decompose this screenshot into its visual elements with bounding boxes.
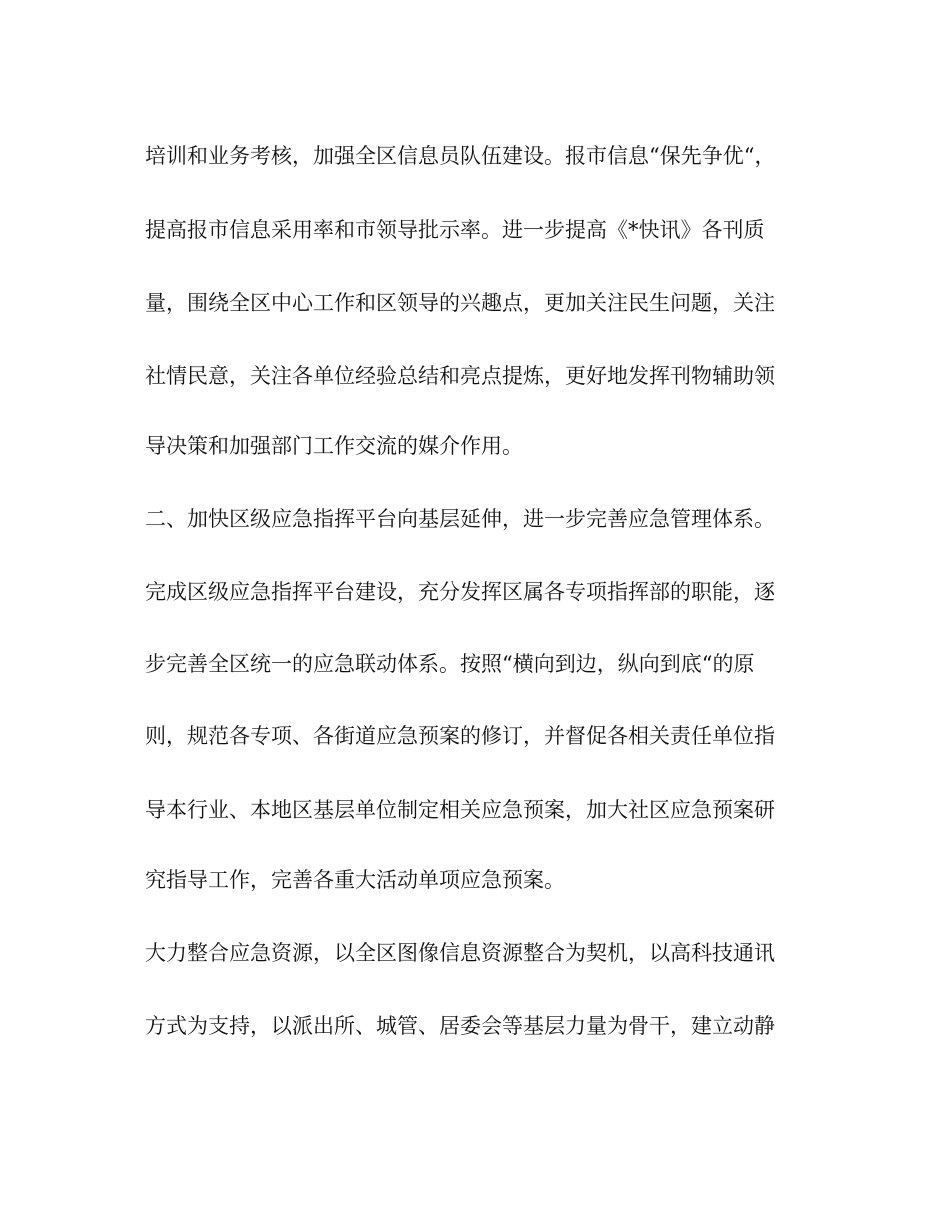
text-line: 导决策和加强部门工作交流的媒介作用。 bbox=[145, 434, 523, 458]
text-line: 社情民意，关注各单位经验总结和亮点提炼，更好地发挥刊物辅助领 bbox=[145, 364, 775, 388]
text-line: 大力整合应急资源，以全区图像信息资源整合为契机，以高科技通讯 bbox=[145, 941, 775, 965]
text-line: 究指导工作，完善各重大活动单项应急预案。 bbox=[145, 868, 565, 892]
text-line: 步完善全区统一的应急联动体系。按照“横向到边，纵向到底“的原 bbox=[145, 652, 755, 676]
text-line: 则，规范各专项、各街道应急预案的修订，并督促各相关责任单位指 bbox=[145, 724, 775, 748]
text-line: 方式为支持，以派出所、城管、居委会等基层力量为骨干，建立动静 bbox=[145, 1014, 775, 1038]
text-line: 导本行业、本地区基层单位制定相关应急预案，加大社区应急预案研 bbox=[145, 798, 775, 822]
text-line: 量，围绕全区中心工作和区领导的兴趣点，更加关注民生问题，关注 bbox=[145, 291, 775, 315]
text-line: 提高报市信息采用率和市领导批示率。进一步提高《*快讯》各刊质 bbox=[145, 218, 765, 242]
text-line: 完成区级应急指挥平台建设，充分发挥区属各专项指挥部的职能，逐 bbox=[145, 580, 775, 604]
section-heading: 二、加快区级应急指挥平台向基层延伸，进一步完善应急管理体系。 bbox=[145, 507, 775, 531]
text-line: 培训和业务考核，加强全区信息员队伍建设。报市信息“保先争优“， bbox=[145, 144, 776, 168]
